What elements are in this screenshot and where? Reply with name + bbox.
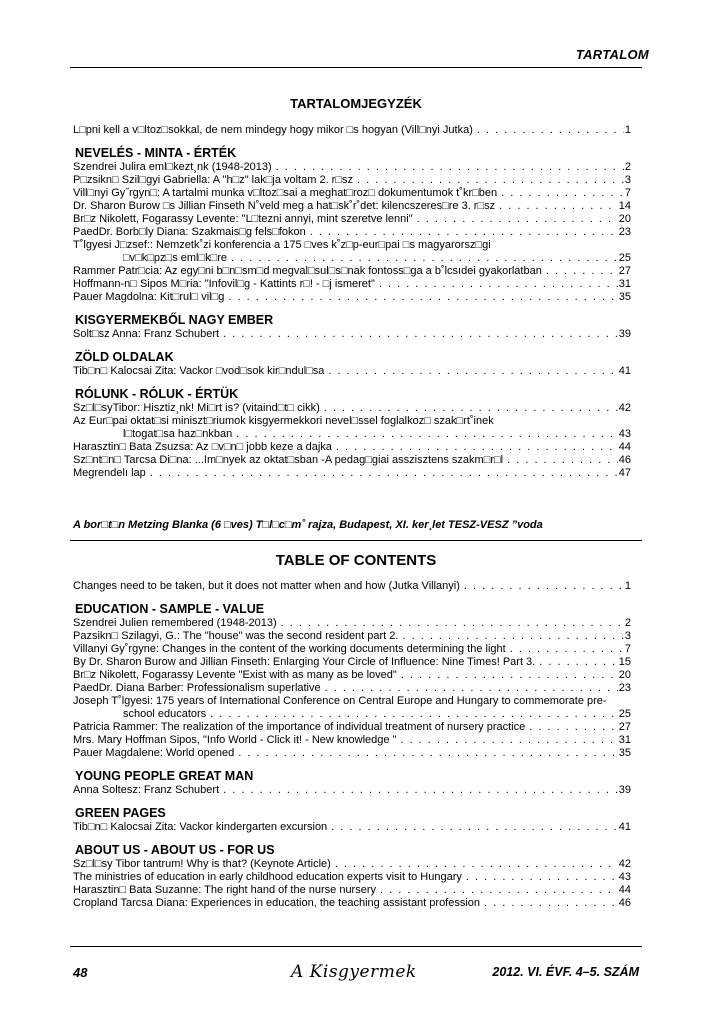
toc-entry-title: Sz□l□syTibor: Hisztiz¸nk! Mi□rt is? (vitaind□t□ cikk)	[73, 402, 320, 414]
toc-entry-title: Mrs. Mary Hoffman Sipos, "Info World - Click it! - New knowledge "	[73, 734, 397, 746]
toc-entry-title: school educators	[123, 708, 207, 720]
toc-entry-continuation[interactable]	[73, 708, 631, 721]
dot-leader	[507, 454, 618, 467]
dot-leader	[328, 365, 617, 378]
toc-entry-title: Anna Soltesz: Franz Schubert	[73, 784, 220, 796]
toc-entry[interactable]	[73, 784, 631, 797]
toc-entry-title: Hoffmann-n□ Sipos M□ria: "Infovil□g - Kattints r□! - □j ismeret"	[73, 278, 375, 290]
en-toc-title: TABLE OF CONTENTS	[275, 552, 437, 569]
toc-entry[interactable]	[73, 187, 631, 200]
toc-entry-title: P□zsikn□ Szil□gyi Gabriella: A "h□z" lak□ja voltam 2. r□sz	[73, 174, 353, 186]
toc-section-heading: ABOUT US - ABOUT US - FOR US	[75, 843, 275, 857]
toc-page-number: 15	[618, 656, 631, 668]
dot-leader	[400, 734, 617, 747]
toc-entry-title: Vill□nyi Gy˝rgyn□: A tartalmi munka v□ltoz□sai a meghat□roz□ dokumentumok t˚kr□ben	[73, 187, 498, 199]
spacer	[73, 797, 631, 805]
dot-leader	[223, 784, 618, 797]
dot-leader	[417, 213, 618, 226]
dot-leader	[236, 428, 618, 441]
toc-page-number: 46	[618, 897, 631, 909]
dot-leader	[539, 656, 618, 669]
toc-page-number: 41	[618, 821, 631, 833]
dot-leader	[510, 643, 624, 656]
toc-entry-title: Changes need to be taken, but it does not matter when and how (Jutka Villanyi)	[73, 580, 460, 592]
footer	[73, 962, 639, 984]
spacer	[73, 341, 631, 349]
toc-entry[interactable]	[73, 617, 631, 630]
toc-entry[interactable]	[73, 821, 631, 834]
toc-entry[interactable]	[73, 226, 631, 239]
running-head: TARTALOM	[575, 47, 649, 62]
toc-entry[interactable]	[73, 467, 631, 480]
dot-leader	[477, 124, 624, 137]
dot-leader	[546, 265, 618, 278]
toc-entry[interactable]	[73, 328, 631, 341]
dot-leader	[379, 278, 618, 291]
hu-toc	[73, 124, 631, 480]
toc-entry[interactable]	[73, 174, 631, 187]
dot-leader	[380, 884, 618, 897]
toc-entry-title: Patricia Rammer: The realization of the importance of individual treatment of nursery practice	[73, 721, 526, 733]
dot-leader	[357, 174, 624, 187]
toc-section-heading: YOUNG PEOPLE GREAT MAN	[75, 769, 254, 783]
dot-leader	[223, 328, 618, 341]
toc-entry-title: Harasztin□ Bata Suzanne: The right hand of the nurse nursery	[73, 884, 377, 896]
toc-entry[interactable]	[73, 643, 631, 656]
dot-leader	[335, 858, 618, 871]
dot-leader	[331, 821, 618, 834]
spacer	[73, 304, 631, 312]
toc-page-number: 31	[618, 734, 631, 746]
toc-page-number: 35	[618, 747, 631, 759]
toc-entry-title: Tib□n□ Kalocsai Zita: Vackor □vod□sok kir□ndul□sa	[73, 365, 325, 377]
toc-entry-title: Szendrei Julira eml□kezt¸nk (1948-2013)	[73, 161, 272, 173]
toc-page-number: 1	[624, 580, 631, 592]
spacer	[73, 834, 631, 842]
dot-leader	[466, 871, 618, 884]
dot-leader	[464, 580, 624, 593]
toc-page-number: 20	[618, 213, 631, 225]
toc-page-number: 14	[618, 200, 631, 212]
toc-entry-title: Cropland Tarcsa Diana: Experiences in education, the teaching assistant profession	[73, 897, 481, 909]
dot-leader	[281, 617, 624, 630]
toc-entry-title: PaedDr. Diana Barber: Professionalism superlative	[73, 682, 321, 694]
toc-entry[interactable]	[73, 656, 631, 669]
toc-entry-title: Sz□nt□n□ Tarcsa Di□na: ...Im□nyek az oktat□sban -A pedag□giai asszisztens szakm□r□l	[73, 454, 504, 466]
toc-entry-title: Pauer Magdalene: World opened	[73, 747, 235, 759]
toc-entry[interactable]	[73, 682, 631, 695]
toc-intro-entry[interactable]	[73, 580, 631, 593]
dot-leader	[336, 441, 618, 454]
toc-page-number: 25	[618, 252, 631, 264]
toc-entry[interactable]	[73, 265, 631, 278]
toc-page-number: 3	[624, 630, 631, 642]
toc-entry[interactable]	[73, 884, 631, 897]
toc-section-heading: GREEN PAGES	[75, 806, 166, 820]
toc-entry-title: Br□z Nikolett, Fogarassy Levente: "L□tezni annyi, mint szeretve lenni"	[73, 213, 413, 225]
toc-page-number: 35	[618, 291, 631, 303]
dot-leader	[324, 402, 618, 415]
toc-page-number: 46	[618, 454, 631, 466]
toc-page-number: 2	[624, 617, 631, 629]
toc-entry-title: Pazsikn□ Szilagyi, G.: The "house" was the second resident part 2.	[73, 630, 399, 642]
toc-entry-title: Rammer Patr□cia: Az egy□ni b□n□sm□d megval□sul□s□nak fontoss□ga a b˚lcsıdei gyakorlatban	[73, 265, 542, 277]
toc-page-number: 44	[618, 884, 631, 896]
dot-leader	[529, 721, 618, 734]
toc-entry[interactable]	[73, 897, 631, 910]
toc-page-number: 7	[624, 643, 631, 655]
toc-page-number: 39	[618, 784, 631, 796]
toc-entry[interactable]	[73, 278, 631, 291]
toc-entry-title: Tib□n□ Kalocsai Zita: Vackor kindergarten excursion	[73, 821, 328, 833]
footer-magazine-title: A Kisgyermek	[291, 962, 417, 982]
toc-entry[interactable]	[73, 630, 631, 643]
toc-section-heading: NEVELÉS - MINTA - ÉRTÉK	[75, 146, 237, 160]
toc-entry-title: Szendrei Julien remembered (1948-2013)	[73, 617, 277, 629]
toc-page-number: 44	[618, 441, 631, 453]
toc-page-number: 41	[618, 365, 631, 377]
toc-entry-continuation[interactable]	[73, 428, 631, 441]
dot-leader	[276, 161, 624, 174]
toc-entry[interactable]	[73, 454, 631, 467]
dot-leader	[325, 682, 618, 695]
toc-page-number: 31	[618, 278, 631, 290]
toc-page-number: 42	[618, 402, 631, 414]
toc-entry[interactable]: Az Eur□pai oktat□si miniszt□riumok kisgyermekkori nevel□ssel foglalkoz□ szak□rt˚inek	[73, 415, 494, 427]
cover-caption: A bor□t□n Metzing Blanka (6 □ves) T□l□c□m˚ rajza, Budapest, XI. ker¸let TESZ-VESZ ”voda	[73, 519, 543, 531]
toc-entry-title: By Dr. Sharon Burow and Jillian Finseth: Enlarging Your Circle of Influence: Nine Times! Part 3.	[73, 656, 536, 668]
toc-entry[interactable]	[73, 747, 631, 760]
toc-entry-title: Villanyi Gy˚rgyne: Changes in the content of the working documents determining the light	[73, 643, 506, 655]
toc-entry-title: Sz□l□sy Tibor tantrum! Why is that? (Keynote Article)	[73, 858, 331, 870]
toc-entry-title: Br□z Nikolett, Fogarassy Levente "Exist with as many as be loved"	[73, 669, 397, 681]
dot-leader	[499, 200, 618, 213]
toc-section-heading: EDUCATION - SAMPLE - VALUE	[75, 602, 265, 616]
toc-page-number: 20	[618, 669, 631, 681]
toc-entry[interactable]	[73, 669, 631, 682]
dot-leader	[310, 226, 618, 239]
toc-entry-title: PaedDr. Borb□ly Diana: Szakmais□g fels□fokon	[73, 226, 306, 238]
dot-leader	[401, 669, 618, 682]
section-rule	[70, 540, 642, 541]
toc-page-number: 2	[624, 161, 631, 173]
toc-entry-title: Dr. Sharon Burow □s Jillian Finseth N˚veld meg a hat□sk˚r˚det: kilencszeres□re 3. r□sz	[73, 200, 496, 212]
toc-entry[interactable]	[73, 402, 631, 415]
toc-entry[interactable]	[73, 858, 631, 871]
footer-rule	[70, 946, 642, 947]
toc-page-number: 47	[618, 467, 631, 479]
toc-page-number: 7	[624, 187, 631, 199]
toc-entry[interactable]	[73, 291, 631, 304]
toc-page-number: 27	[618, 265, 631, 277]
dot-leader	[150, 467, 618, 480]
toc-page-number: 23	[618, 226, 631, 238]
spacer	[73, 378, 631, 386]
toc-entry-title: Pauer Magdolna: Kit□rul□ vil□g	[73, 291, 225, 303]
toc-entry[interactable]: Joseph T˚lgyesi: 175 years of International Conference on Central Europe and Hungary to commemorate pre-	[73, 695, 607, 707]
toc-page-number: 3	[624, 174, 631, 186]
toc-entry-continuation[interactable]	[73, 252, 631, 265]
toc-page-number: 23	[618, 682, 631, 694]
toc-entry-title: The ministries of education in early childhood education experts visit to Hungary	[73, 871, 462, 883]
footer-page-number: 48	[73, 965, 88, 980]
toc-intro-entry[interactable]	[73, 124, 631, 137]
dot-leader	[402, 630, 623, 643]
hu-toc-title: TARTALOMJEGYZÉK	[290, 96, 422, 111]
header-rule	[70, 67, 642, 68]
dot-leader	[501, 187, 624, 200]
toc-entry-title: □v□k□pz□s eml□k□re	[123, 252, 228, 264]
toc-entry-title: L□pni kell a v□ltoz□sokkal, de nem mindegy hogy mikor □s hogyan (Vill□nyi Jutka)	[73, 124, 473, 136]
dot-leader	[484, 897, 618, 910]
toc-entry[interactable]	[73, 200, 631, 213]
toc-entry-title: Solt□sz Anna: Franz Schubert	[73, 328, 220, 340]
spacer	[73, 137, 631, 145]
toc-page-number: 42	[618, 858, 631, 870]
toc-entry[interactable]	[73, 441, 631, 454]
toc-page-number: 43	[618, 428, 631, 440]
toc-section-heading: KISGYERMEKBŐL NAGY EMBER	[75, 313, 274, 327]
toc-page-number: 39	[618, 328, 631, 340]
toc-entry[interactable]	[73, 161, 631, 174]
footer-issue: 2012. VI. ÉVF. 4–5. SZÁM	[492, 965, 639, 979]
toc-entry[interactable]	[73, 871, 631, 884]
en-toc	[73, 580, 631, 910]
toc-entry[interactable]	[73, 721, 631, 734]
spacer	[73, 593, 631, 601]
dot-leader	[231, 252, 618, 265]
toc-entry-title: Megrendelı lap	[73, 467, 146, 479]
toc-entry[interactable]	[73, 734, 631, 747]
toc-page-number: 1	[624, 124, 631, 136]
toc-entry-title: Harasztin□ Bata Zsuzsa: Az □v□n□ jobb keze a dajka	[73, 441, 332, 453]
dot-leader	[228, 291, 617, 304]
spacer	[73, 760, 631, 768]
toc-section-heading: ZÖLD OLDALAK	[75, 350, 174, 364]
toc-page-number: 27	[618, 721, 631, 733]
dot-leader	[238, 747, 618, 760]
toc-entry[interactable]	[73, 213, 631, 226]
dot-leader	[210, 708, 618, 721]
toc-section-heading: RÓLUNK - RÓLUK - ÉRTÜK	[75, 387, 239, 401]
toc-page-number: 25	[618, 708, 631, 720]
toc-entry-title: l□togat□sa haz□nkban	[123, 428, 233, 440]
toc-entry[interactable]	[73, 365, 631, 378]
toc-page-number: 43	[618, 871, 631, 883]
toc-entry[interactable]: T˚lgyesi J□zsef:: Nemzetk˚zi konferencia a 175 □ves k˚z□p-eur□pai □s magyarorsz□gi	[73, 239, 491, 251]
